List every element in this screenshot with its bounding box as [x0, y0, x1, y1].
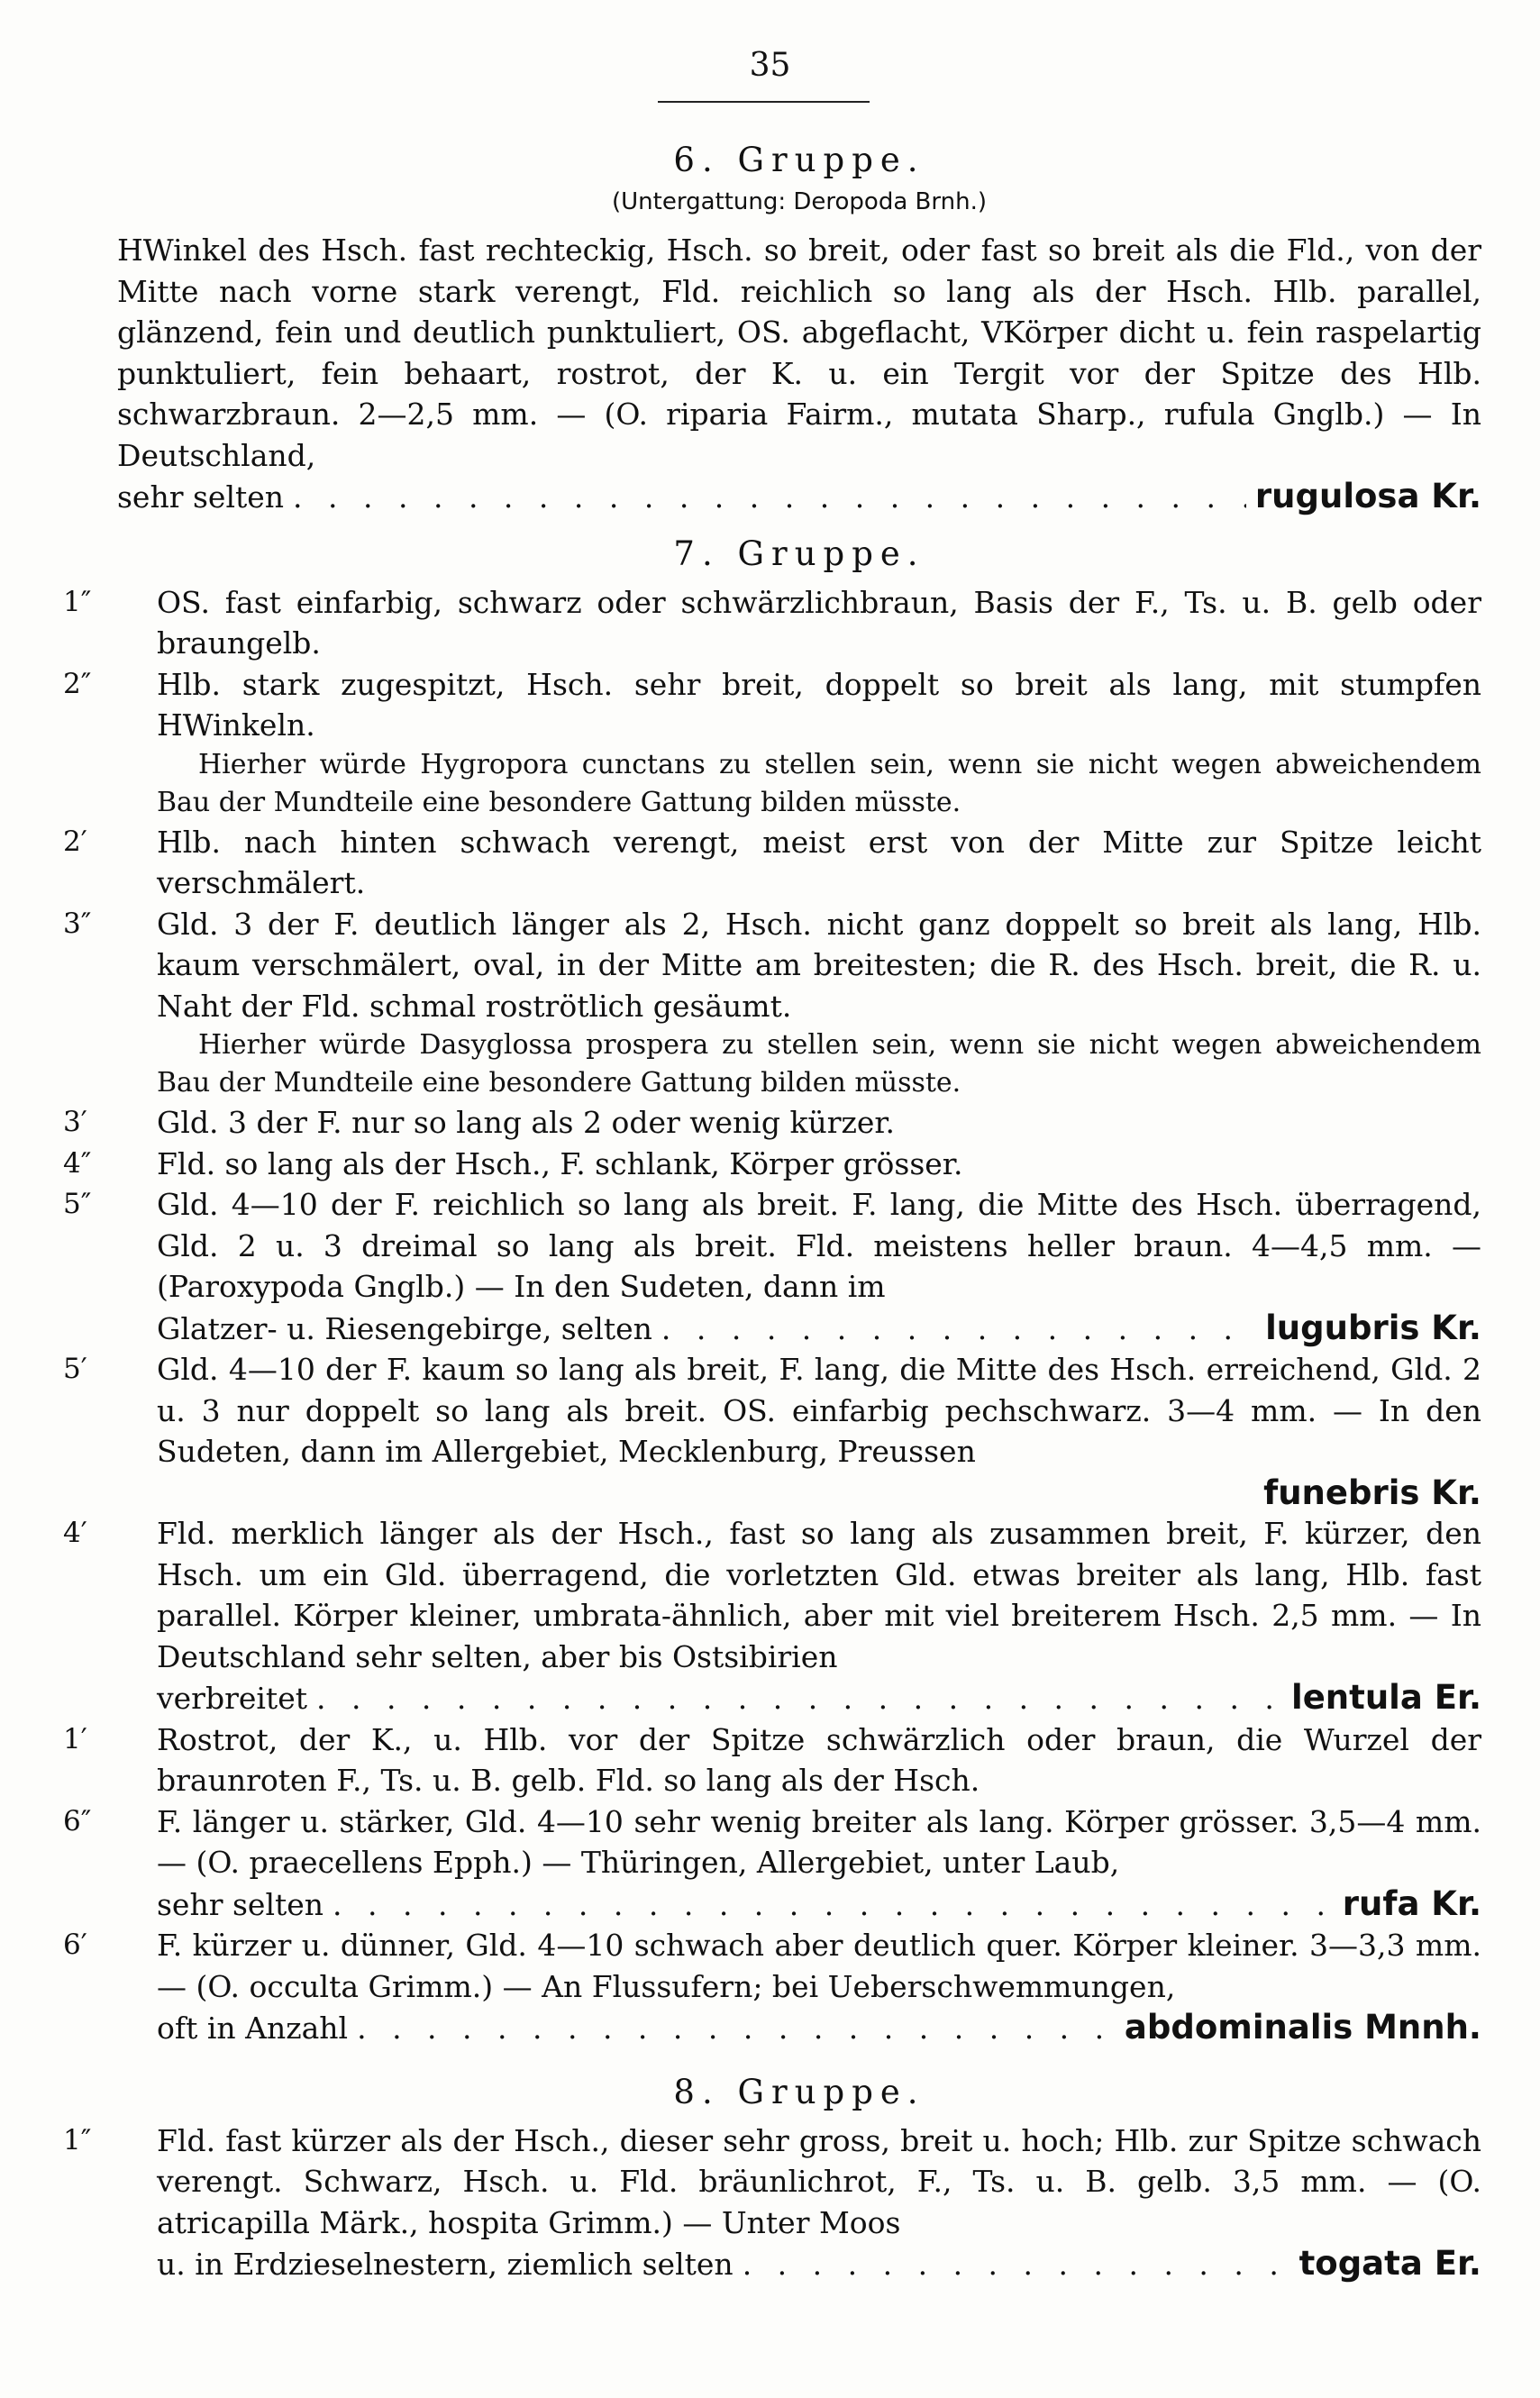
entry-end-text: sehr selten [157, 1886, 324, 1922]
page-number: 35 [749, 47, 791, 84]
key-number: 4″ [63, 1146, 92, 1180]
entry-end-line [117, 2007, 1481, 2049]
entry-end-line [117, 1677, 1481, 1719]
key-entry [63, 1349, 1481, 1473]
leader-dots [661, 1308, 1256, 1350]
key-number: 1″ [63, 585, 92, 618]
key-number: 4′ [63, 1517, 87, 1549]
leader-dots [743, 2244, 1290, 2285]
entry-text: Fld. so lang als der Hsch., F. schlank, Körper grösser. [157, 1145, 963, 1181]
entry-text: Hlb. stark zugespitzt, Hsch. sehr breit, doppelt so breit als lang, mit stumpfen HWinkeln. [157, 666, 1481, 743]
species-name: rugulosa Kr. [1254, 477, 1481, 515]
entry-text: Fld. fast kürzer als der Hsch., dieser sehr gross, breit u. hoch; Hlb. zur Spitze schwach verengt. Schwarz, Hsch. u. Fld. bräunlichrot, F., Ts. u. B. gelb. 3,5 mm. — (O. atricapilla Märk., hospita Grimm.) — Unter Moos [157, 2122, 1481, 2240]
group-6-title: 6. Gruppe. [673, 141, 925, 179]
entry-text: F. kürzer u. dünner, Gld. 4—10 schwach aber deutlich quer. Körper kleiner. 3—3,3 mm. — (O. occulta Grimm.) — An Flussufern; bei Ueberschwemmungen, [157, 1928, 1481, 2004]
entry-text: Fld. merklich länger als der Hsch., fast so lang als zusammen breit, F. kürzer, den Hsch. um ein Gld. überragend, die vorletzten Gld. etwas breiter als lang, Hlb. fast parallel. Körper kleiner, umbrata-ähnlich, aber mit viel breiterem Hsch. 2,5 mm. — In Deutschland sehr selten, aber bis Ostsibirien [157, 1516, 1481, 1674]
entry-end-line [117, 1883, 1481, 1926]
leader-dots [333, 1884, 1334, 1926]
leader-dots [316, 1678, 1282, 1719]
key-number: 5″ [63, 1188, 92, 1220]
editorial-note: Hierher würde Dasyglossa prospera zu stellen sein, wenn sie nicht wegen abweichendem Bau der Mundteile eine besondere Gattung bilden müsste. [157, 1029, 1481, 1099]
entry-text: OS. fast einfarbig, schwarz oder schwärzlichbraun, Basis der F., Ts. u. B. gelb oder braungelb. [157, 584, 1481, 661]
species-name: rufa Kr. [1342, 1883, 1481, 1923]
species-name: abdominalis Mnnh. [1124, 2008, 1481, 2047]
group-7 [63, 533, 1481, 2049]
group-6-end-text: sehr selten [117, 479, 285, 515]
group-6-description: HWinkel des Hsch. fast rechteckig, Hsch. so breit, oder fast so breit als die Fld., von der Mitte nach vorne stark verengt, Fld. reichlich so lang als der Hsch. Hlb. parallel, glänzend, fein und deutlich punktuliert, OS. abgeflacht, VKörper dicht u. fein raspelartig punktuliert, fein behaart, rostrot, der K. u. ein Tergit vor der Spitze des Hlb. schwarzbraun. 2—2,5 mm. — (O. riparia Fairm., mutata Sharp., rufula Gnglb.) — In Deutschland, [117, 233, 1481, 473]
group-6-end-line [117, 476, 1481, 518]
entry-end-text: oft in Anzahl [157, 2010, 349, 2046]
group-6 [117, 141, 1481, 518]
entry-end-text: verbreitet [157, 1681, 307, 1716]
key-number: 1″ [63, 2123, 92, 2156]
entry-text: Rostrot, der K., u. Hlb. vor der Spitze schwärzlich oder braun, die Wurzel der braunroten F., Ts. u. B. gelb. Fld. so lang als der Hsch. [157, 1721, 1481, 1798]
group-7-title: 7. Gruppe. [673, 533, 925, 573]
species-name: lugubris Kr. [1265, 1308, 1481, 1347]
key-number: 2′ [63, 825, 87, 858]
entry-text: Gld. 4—10 der F. kaum so lang als breit, F. lang, die Mitte des Hsch. erreichend, Gld. 2 u. 3 nur doppelt so lang als breit. OS. einfarbig pechschwarz. 3—4 mm. — In den Sudeten, dann im Allergebiet, Mecklenburg, Preussen [157, 1352, 1481, 1469]
species-name: togata Er. [1299, 2244, 1481, 2283]
leader-dots [293, 477, 1246, 518]
key-entry [63, 822, 1481, 904]
key-number: 3″ [63, 907, 92, 940]
entry-end-text: Glatzer- u. Riesengebirge, selten [157, 1310, 652, 1346]
key-entry [63, 904, 1481, 1027]
leader-dots [357, 2008, 1116, 2049]
entry-text: F. länger u. stärker, Gld. 4—10 sehr wenig breiter als lang. Körper grösser. 3,5—4 mm. — (O. praecellens Epph.) — Thüringen, Allergebiet, unter Laub, [157, 1803, 1481, 1880]
key-entry [63, 1184, 1481, 1308]
key-number: 2″ [63, 667, 92, 700]
group-8-entries [63, 2120, 1481, 2285]
key-entry [63, 1719, 1481, 1801]
entry-text: Gld. 3 der F. deutlich länger als 2, Hsch. nicht ganz doppelt so breit als lang, Hlb. kaum verschmälert, oval, in der Mitte am breitesten; die R. des Hsch. breit, die R. u. Naht der Fld. schmal roströtlich gesäumt. [157, 906, 1481, 1024]
key-entry [63, 1144, 1481, 1185]
group-8 [63, 2072, 1481, 2285]
entry-end-text: u. in Erdzieselnestern, ziemlich selten [157, 2247, 734, 2282]
key-entry [63, 1102, 1481, 1144]
entry-end-line [117, 2243, 1481, 2285]
entry-text: Gld. 3 der F. nur so lang als 2 oder wenig kürzer. [157, 1105, 896, 1140]
key-number: 6″ [63, 1804, 92, 1837]
key-number: 3′ [63, 1106, 87, 1138]
key-entry [63, 2120, 1481, 2244]
entry-text: Hlb. nach hinten schwach verengt, meist erst von der Mitte zur Spitze leicht verschmälert. [157, 824, 1481, 900]
key-entry [63, 1801, 1481, 1883]
group-7-entries [63, 582, 1481, 2049]
key-entry [63, 1513, 1481, 1677]
entry-text: Gld. 4—10 der F. reichlich so lang als breit. F. lang, die Mitte des Hsch. überragend, Gld. 2 u. 3 dreimal so lang als breit. Fld. meistens heller braun. 4—4,5 mm. — (Paroxypoda Gnglb.) — In den Sudeten, dann im [157, 1187, 1481, 1304]
species-name: lentula Er. [1291, 1678, 1481, 1717]
key-number: 5′ [63, 1353, 87, 1385]
key-entry [63, 664, 1481, 746]
entry-end-line [117, 1308, 1481, 1350]
header-rule [658, 101, 870, 103]
key-number: 6′ [63, 1928, 87, 1961]
species-name: funebris Kr. [1263, 1473, 1481, 1512]
key-number: 1′ [63, 1722, 87, 1755]
key-entry [63, 1925, 1481, 2007]
editorial-note: Hierher würde Hygropora cunctans zu stellen sein, wenn sie nicht wegen abweichendem Bau der Mundteile eine besondere Gattung bilden müsste. [157, 748, 1481, 818]
key-entry [63, 582, 1481, 664]
page-content [63, 135, 1481, 2285]
group-8-title: 8. Gruppe. [673, 2072, 925, 2111]
group-6-subtitle: (Untergattung: Deropoda Brnh.) [612, 188, 987, 215]
